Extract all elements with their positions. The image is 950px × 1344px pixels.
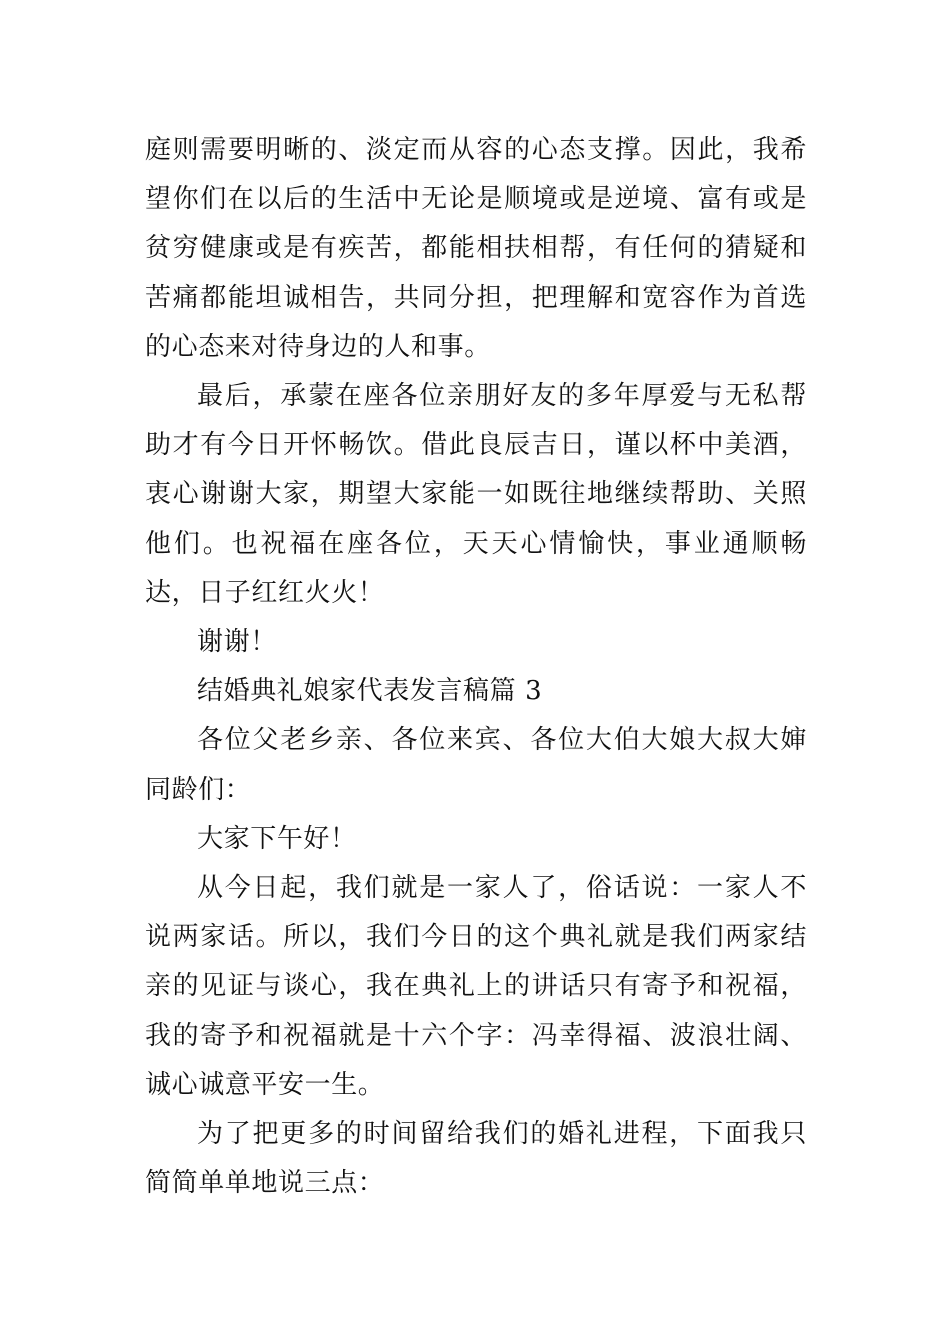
document-body: [145, 126, 807, 1208]
paragraph: 大家下午好！: [197, 823, 357, 854]
paragraph: 为了把更多的时间留给我们的婚礼进程，下面我只简简单单地说三点：: [145, 1119, 807, 1199]
paragraph: 谢谢！: [197, 627, 277, 658]
paragraph: 最后，承蒙在座各位亲朋好友的多年厚爱与无私帮助才有今日开怀畅饮。借此良辰吉日，谨以杯中美酒，衷心谢谢大家，期望大家能一如既往地继续帮助、关照他们。也祝福在座各位，天天心情愉快，事业通顺畅达，日子红红火火！: [145, 381, 807, 608]
paragraph: 从今日起，我们就是一家人了，俗话说：一家人不说两家话。所以，我们今日的这个典礼就是我们两家结亲的见证与谈心，我在典礼上的讲话只有寄予和祝福，我的寄予和祝福就是十六个字：冯幸得福、波浪壮阔、诚心诚意平安一生。: [145, 873, 807, 1100]
section-heading: 结婚典礼娘家代表发言稿篇 3: [197, 676, 543, 707]
paragraph: 庭则需要明晰的、淡定而从容的心态支撑。因此，我希望你们在以后的生活中无论是顺境或是逆境、富有或是贫穷健康或是有疾苦，都能相扶相帮，有任何的猜疑和苦痛都能坦诚相告，共同分担，把理解和宽容作为首选的心态来对待身边的人和事。: [145, 135, 807, 362]
paragraph: 各位父老乡亲、各位来宾、各位大伯大娘大叔大婶同龄们：: [145, 725, 807, 805]
